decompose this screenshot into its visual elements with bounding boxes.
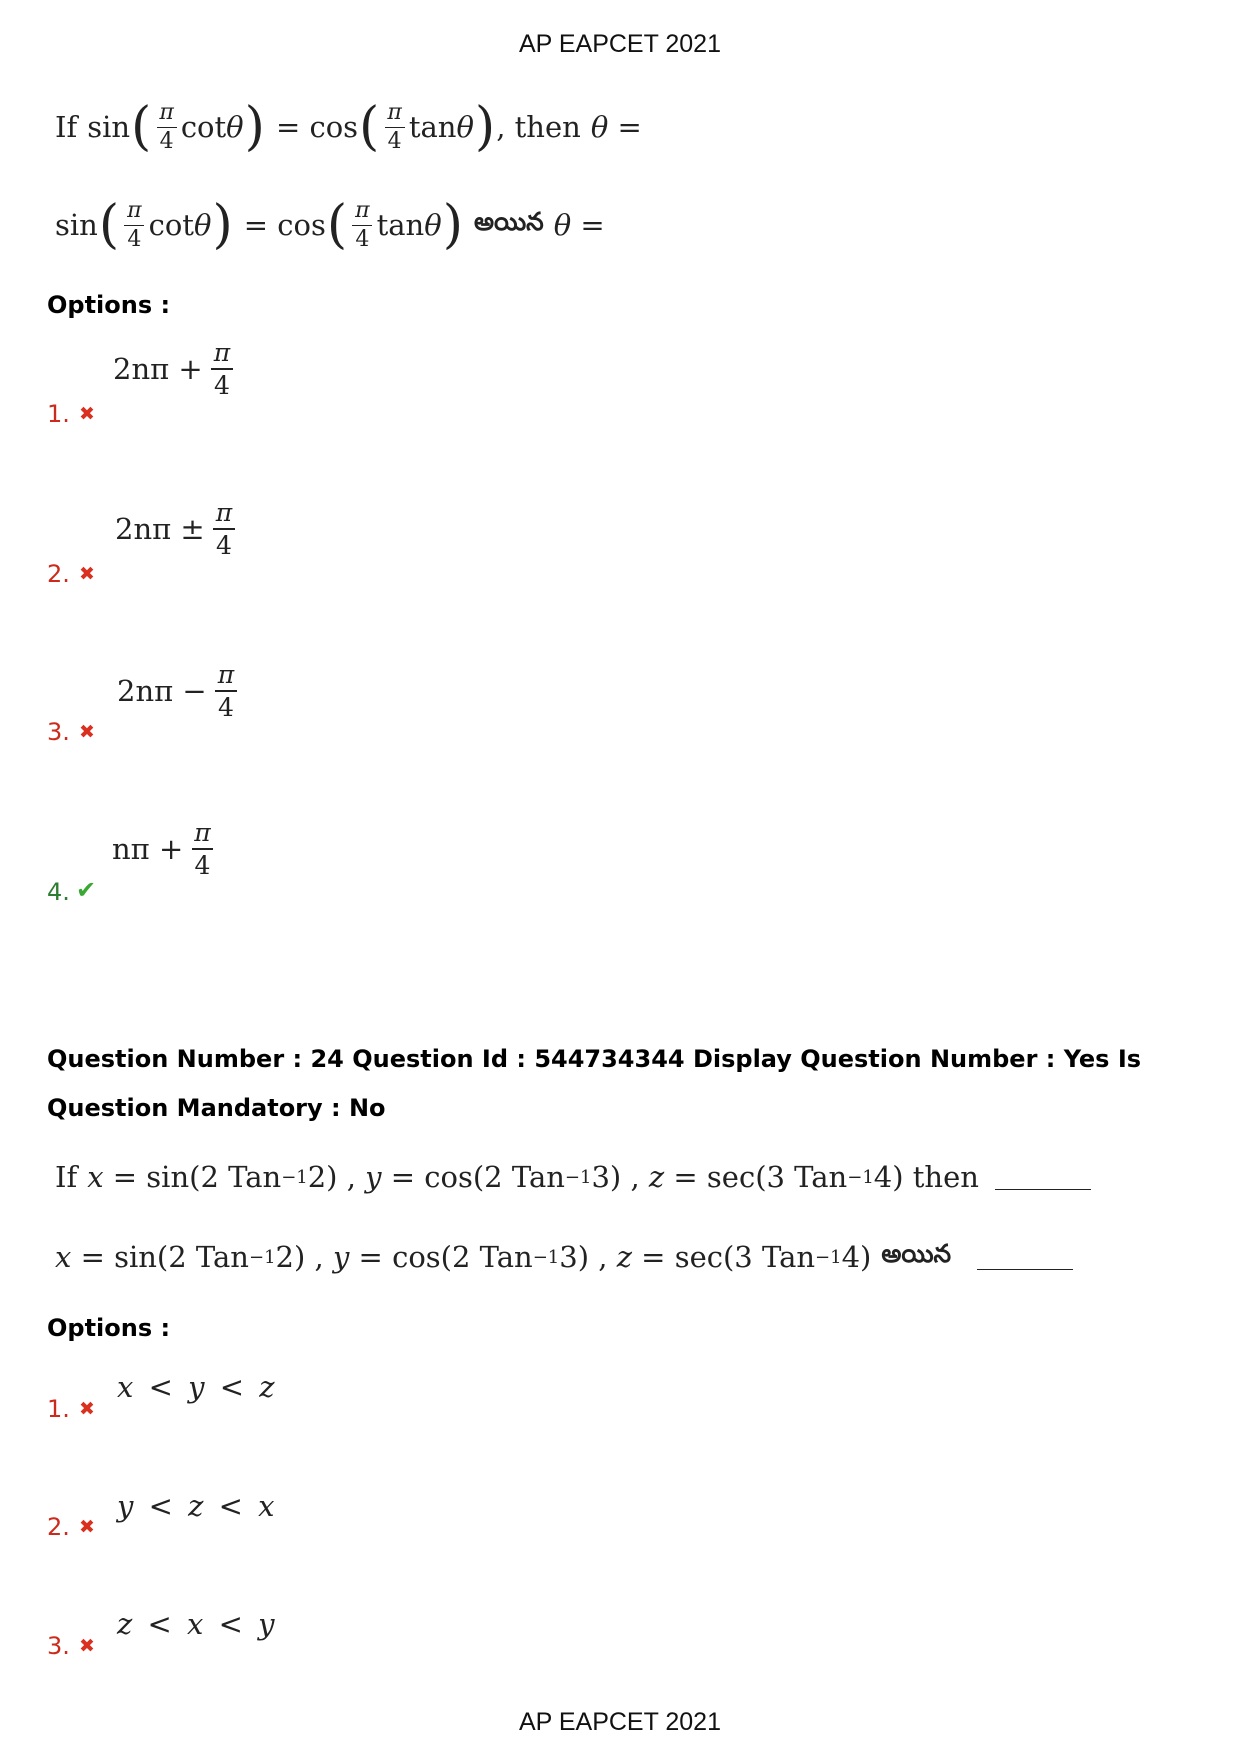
q23-option-2-prefix: 2nπ ± — [115, 512, 205, 546]
q24-option-2-number: 2. — [47, 1513, 70, 1541]
cross-icon: ✖ — [79, 1635, 95, 1657]
q24-option-1-number: 1. — [47, 1395, 70, 1423]
q23-option-1-prefix: 2nπ + — [113, 352, 203, 386]
q23-option-1-number: 1. — [47, 400, 70, 428]
answer-blank — [995, 1165, 1091, 1190]
q23-option-4-number: 4. — [47, 878, 70, 906]
q23-option-3-prefix: 2nπ − — [117, 674, 207, 708]
question-23-telugu: sin ( $\frac{\pi}{4}$ cot θ ) = cos ( $\frac{\pi}{4}$ tan θ ) అయిన θ = — [55, 195, 605, 255]
q23-option-2-number: 2. — [47, 560, 70, 588]
answer-blank — [977, 1245, 1073, 1270]
q23-if-text: If — [55, 110, 78, 144]
q24-if-text: If — [55, 1160, 78, 1194]
q24-option-3-expr: z < x < y — [117, 1607, 278, 1641]
q24-options-label: Options : — [47, 1314, 171, 1342]
q24-option-2-expr: y < z < x — [117, 1489, 278, 1523]
cross-icon: ✖ — [79, 403, 95, 425]
q23-option-3-number: 3. — [47, 718, 70, 746]
cross-icon: ✖ — [79, 563, 95, 585]
q23-telugu-connector: అయిన — [474, 207, 544, 236]
check-icon: ✔ — [76, 876, 97, 904]
question-24-telugu: x = sin(2 Tan −1 2) , y = cos(2 Tan −1 3) , z = sec(3 Tan −1 4) అయిన — [55, 1232, 1073, 1282]
cross-icon: ✖ — [79, 1398, 95, 1420]
question-24-meta: Question Number : 24 Question Id : 544734344 Display Question Number : Yes Is Question Mandatory : No — [47, 1045, 1142, 1122]
q23-option-1-expr: 2nπ + $\frac{\pi}{4}$ — [113, 340, 237, 398]
cross-icon: ✖ — [79, 721, 95, 743]
q23-option-4-prefix: nπ + — [112, 832, 184, 866]
q23-then-text: , then — [496, 110, 581, 144]
page-header: AP EAPCET 2021 — [519, 30, 721, 58]
q23-option-2-expr: 2nπ ± $\frac{\pi}{4}$ — [115, 500, 239, 558]
q23-option-3-expr: 2nπ − $\frac{\pi}{4}$ — [117, 662, 241, 720]
question-23-english: If sin ( $\frac{\pi}{4}$ cot θ ) = cos ( $\frac{\pi}{4}$ tan θ ) , then θ = — [55, 97, 642, 157]
q24-then-text: then — [912, 1160, 979, 1194]
question-24-english: If x = sin(2 Tan −1 2) , y = cos(2 Tan −1 3) , z = sec(3 Tan −1 4) then — [55, 1152, 1091, 1202]
q24-telugu-connector: అయిన — [881, 1239, 952, 1268]
q24-option-3-number: 3. — [47, 1632, 70, 1660]
cross-icon: ✖ — [79, 1516, 95, 1538]
page-footer: AP EAPCET 2021 — [519, 1708, 721, 1736]
q23-option-4-expr: nπ + $\frac{\pi}{4}$ — [112, 820, 218, 878]
q23-options-label: Options : — [47, 291, 171, 319]
q24-option-1-expr: x < y < z — [117, 1370, 278, 1404]
